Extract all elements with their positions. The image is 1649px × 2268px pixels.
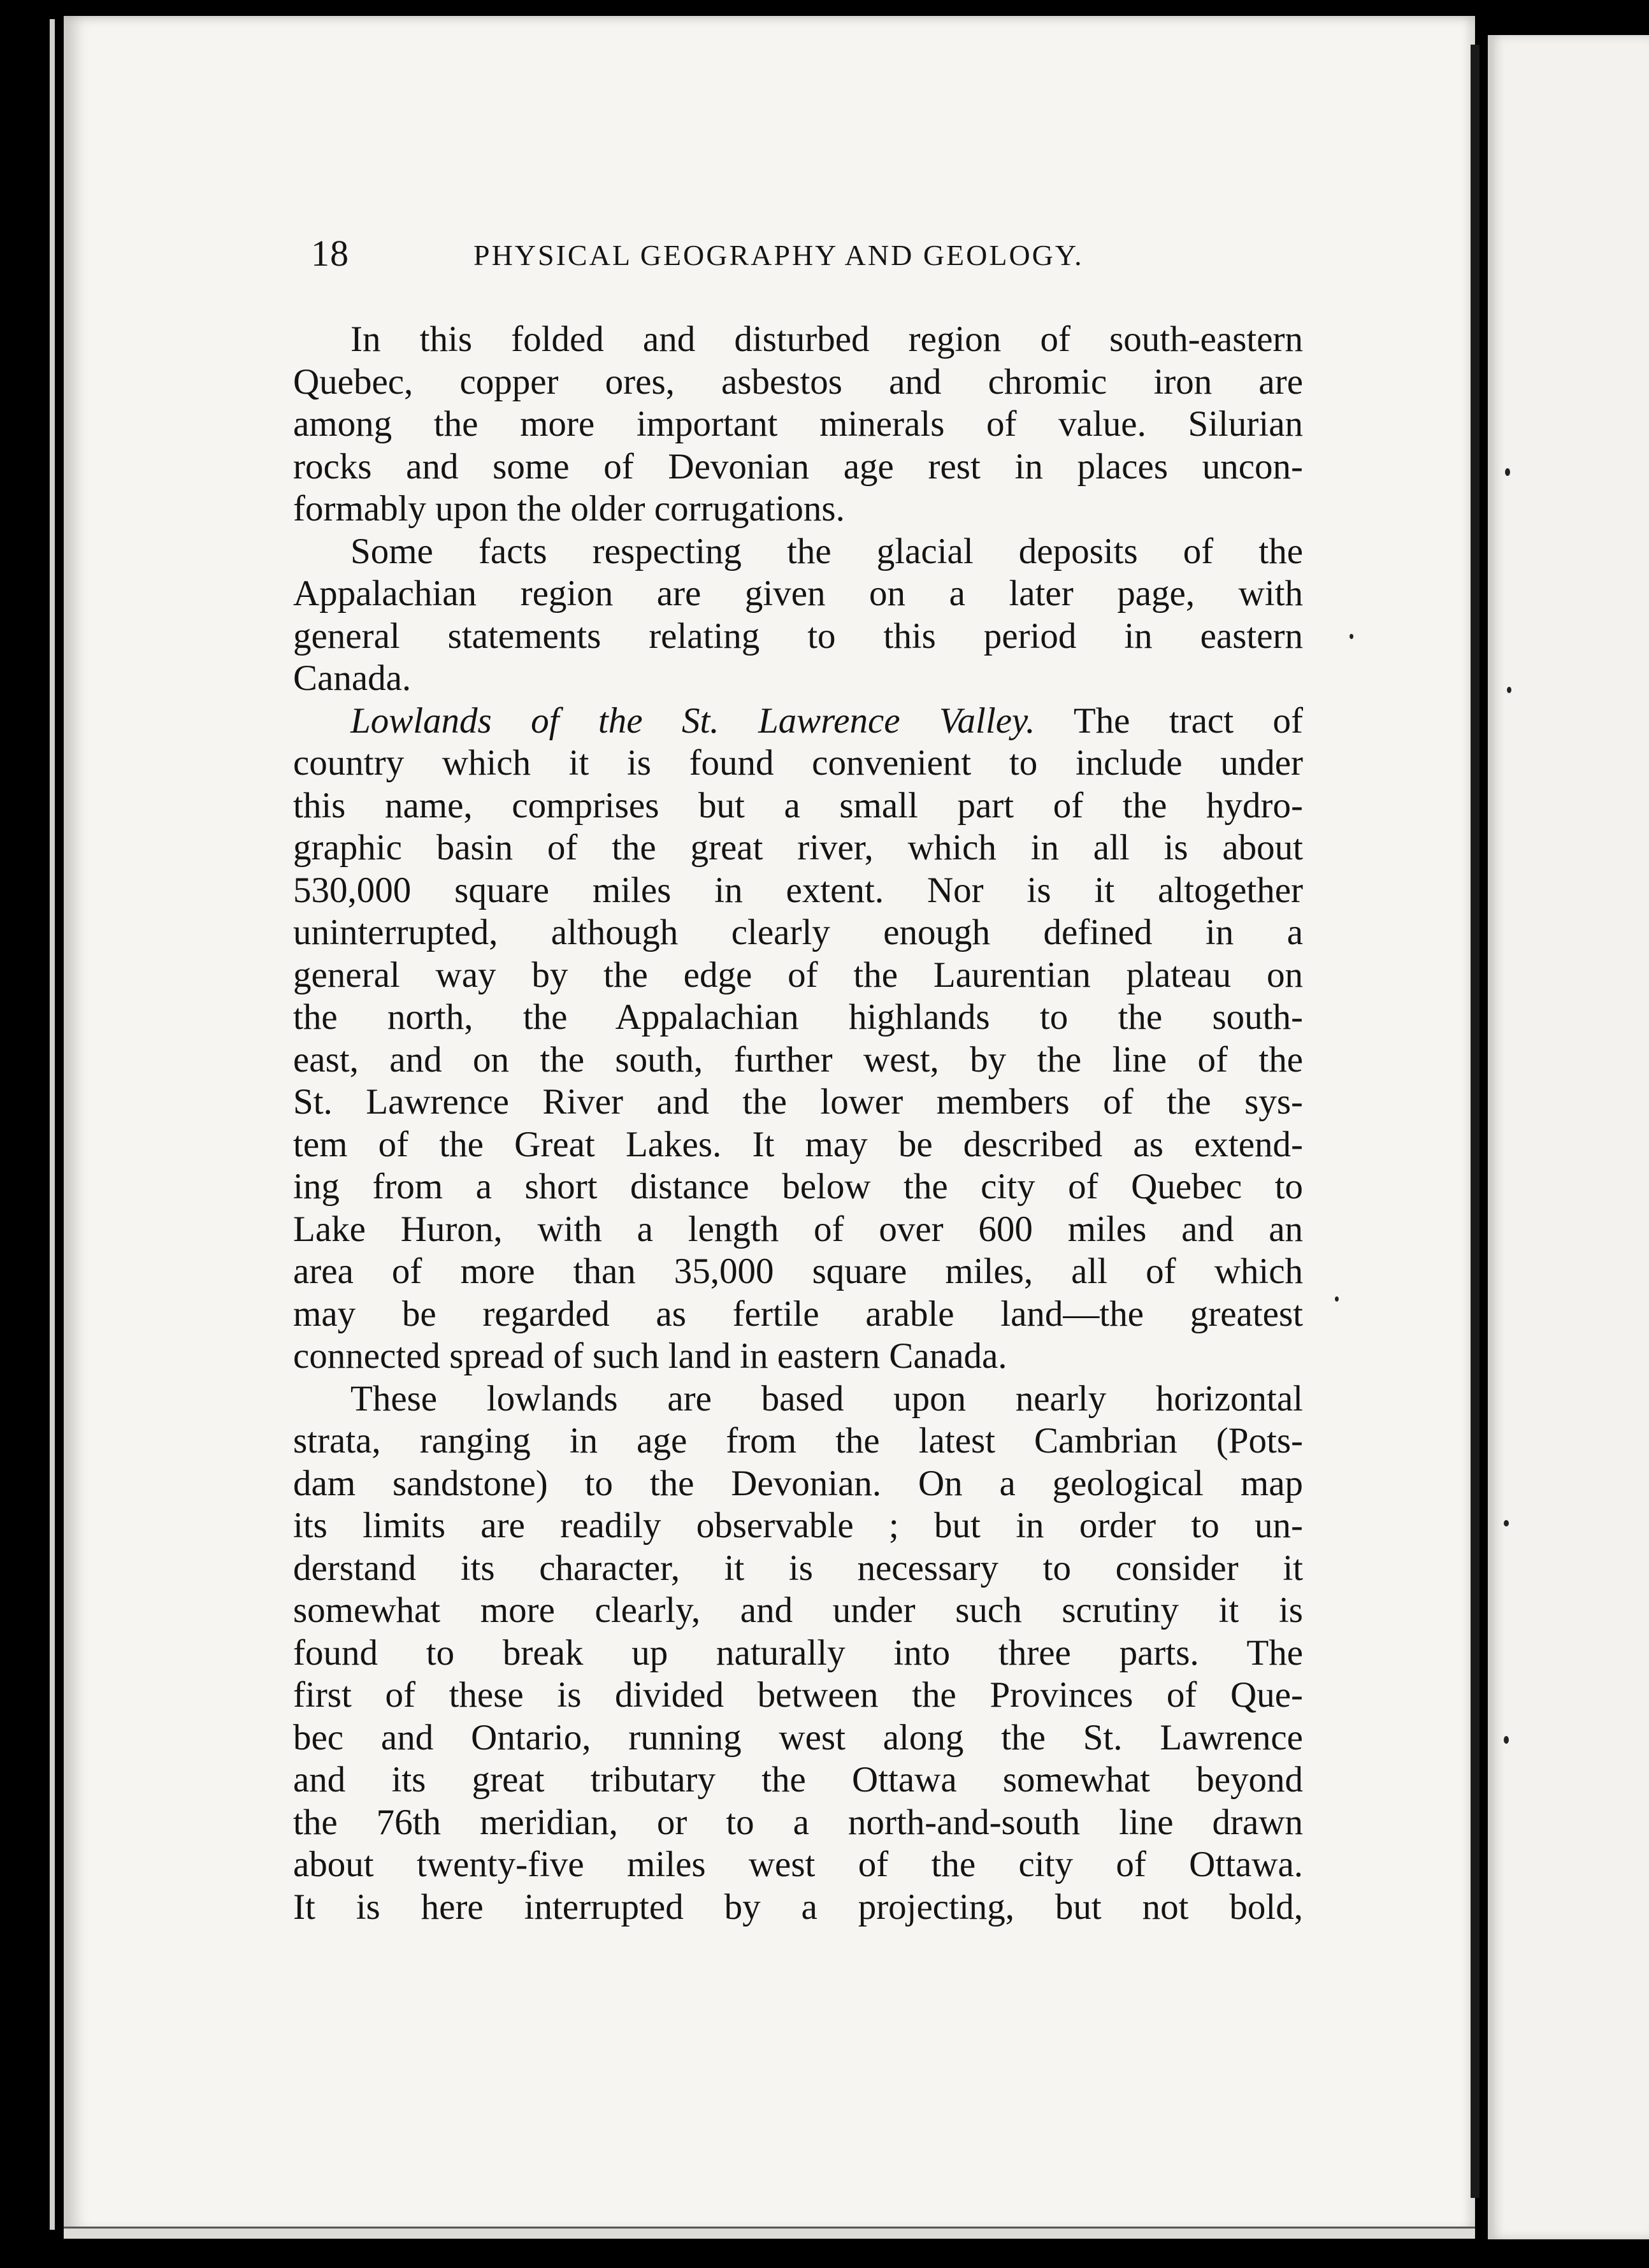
book-left-edge bbox=[50, 19, 55, 2230]
text-line: the 76th meridian, or to a north-and-south line drawn bbox=[293, 1802, 1303, 1842]
text-line: country which it is found convenient to include under bbox=[293, 743, 1303, 783]
text-line: the north, the Appalachian highlands to the south- bbox=[293, 997, 1303, 1037]
text-line: Canada. bbox=[293, 658, 412, 698]
page-header bbox=[311, 229, 1203, 280]
text-line: Quebec, copper ores, asbestos and chromic iron are bbox=[293, 361, 1303, 402]
text-line: connected spread of such land in eastern Canada. bbox=[293, 1336, 1007, 1376]
page-speck bbox=[1335, 1296, 1339, 1302]
text-line: derstand its character, it is necessary to consider it bbox=[293, 1547, 1303, 1588]
text-line: among the more important minerals of value. Silurian bbox=[293, 404, 1303, 444]
text-line: ing from a short distance below the city of Quebec to bbox=[293, 1166, 1303, 1207]
text-line: Lake Huron, with a length of over 600 miles and an bbox=[293, 1209, 1303, 1249]
text-fragment: The tract of bbox=[1073, 700, 1303, 741]
text-line: It is here interrupted by a projecting, but not bold, bbox=[293, 1886, 1303, 1927]
text-line: graphic basin of the great river, which in all is about bbox=[293, 828, 1303, 868]
binding-mark bbox=[1507, 687, 1511, 693]
text-line: may be regarded as fertile arable land—the greatest bbox=[293, 1293, 1303, 1334]
text-line: dam sandstone) to the Devonian. On a geological map bbox=[293, 1463, 1303, 1504]
page-bottom-edge bbox=[64, 2227, 1475, 2239]
text-line: These lowlands are based upon nearly horizontal bbox=[350, 1378, 1303, 1419]
text-line: St. Lawrence River and the lower members of the sys- bbox=[293, 1082, 1303, 1122]
text-line: area of more than 35,000 square miles, all of which bbox=[293, 1251, 1303, 1291]
binding-mark bbox=[1504, 1520, 1509, 1526]
text-line: this name, comprises but a small part of the hydro- bbox=[293, 785, 1303, 826]
text-line: about twenty-five miles west of the city of Ottawa. bbox=[293, 1844, 1303, 1884]
body-text bbox=[293, 319, 1303, 1928]
text-line: strata, ranging in age from the latest Cambrian (Pots- bbox=[293, 1421, 1303, 1461]
section-heading-line bbox=[293, 700, 1303, 743]
text-line: first of these is divided between the Provinces of Que- bbox=[293, 1675, 1303, 1715]
text-line: somewhat more clearly, and under such scrutiny it is bbox=[293, 1590, 1303, 1630]
text-line: tem of the Great Lakes. It may be described as extend- bbox=[293, 1124, 1303, 1165]
text-line: Some facts respecting the glacial deposits of the bbox=[350, 531, 1303, 571]
page-number: 18 bbox=[311, 233, 349, 274]
text-line: and its great tributary the Ottawa somewhat beyond bbox=[293, 1760, 1303, 1800]
text-line: 530,000 square miles in extent. Nor is it altogether bbox=[293, 870, 1303, 910]
text-line: rocks and some of Devonian age rest in places uncon- bbox=[293, 446, 1303, 487]
text-line: In this folded and disturbed region of south-eastern bbox=[350, 319, 1303, 359]
text-line: general way by the edge of the Laurentian plateau on bbox=[293, 954, 1303, 995]
text-line: east, and on the south, further west, by the line of the bbox=[293, 1039, 1303, 1080]
book-gutter bbox=[1471, 45, 1480, 2198]
text-line: Appalachian region are given on a later page, with bbox=[293, 573, 1303, 614]
binding-mark bbox=[1504, 1736, 1509, 1744]
facing-page-edge bbox=[1488, 35, 1649, 2239]
running-head: PHYSICAL GEOGRAPHY AND GEOLOGY. bbox=[473, 239, 1084, 271]
text-line: formably upon the older corrugations. bbox=[293, 489, 845, 529]
text-line: its limits are readily observable ; but in order to un- bbox=[293, 1505, 1303, 1546]
page-speck bbox=[1350, 634, 1353, 639]
text-line: general statements relating to this period in eastern bbox=[293, 615, 1303, 656]
binding-mark bbox=[1505, 468, 1510, 476]
section-heading: Lowlands of the St. Lawrence Valley. bbox=[350, 700, 1035, 741]
text-line: uninterrupted, although clearly enough defined in a bbox=[293, 912, 1303, 952]
text-line: found to break up naturally into three parts. The bbox=[293, 1632, 1303, 1673]
text-line: bec and Ontario, running west along the St. Lawrence bbox=[293, 1717, 1303, 1758]
